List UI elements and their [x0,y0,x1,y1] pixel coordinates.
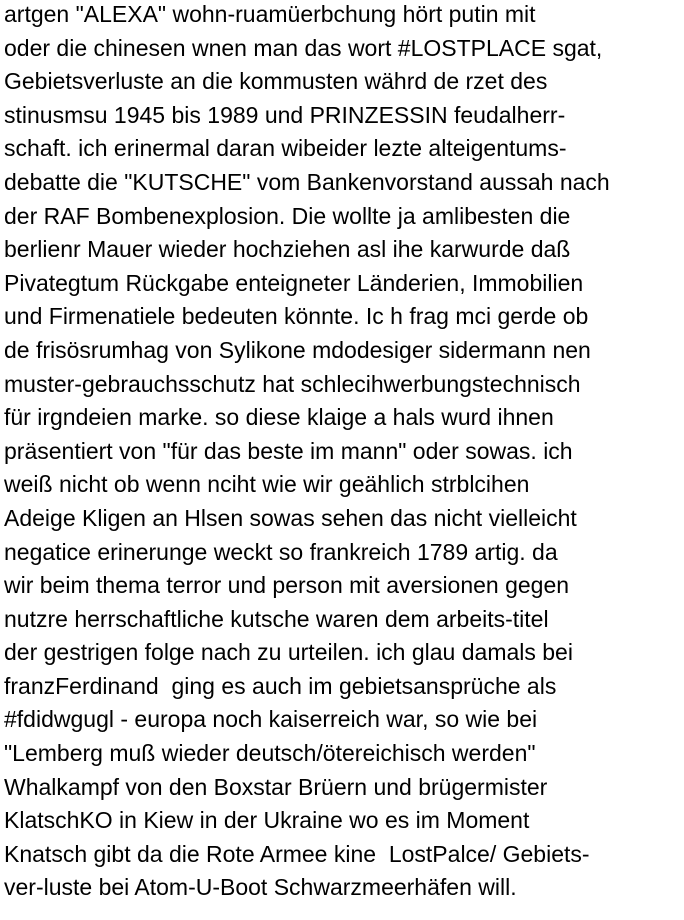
text-line-9: Pivategtum Rückgabe enteigneter Länderien, Immobilien [4,269,584,296]
text-line-19: nutzre herrschaftliche kutsche waren dem arbeits-titel [4,605,549,632]
text-line-1: artgen "ALEXA" wohn-ruamüerbchung hört putin mit [4,1,536,27]
text-line-27: ver-luste bei Atom-U-Boot Schwarzmeerhäfen will. [4,874,517,901]
text-line-10: und Firmenatiele bedeuten könnte. Ic h frag mci gerde ob [4,303,589,330]
text-line-15: weiß nicht ob wenn nciht wie wir geählich strblcihen [4,471,530,498]
text-line-17: negatice erinerunge weckt so frankreich 1789 artig. da [4,538,558,565]
text-line-24: Whalkampf von den Boxstar Brüern und brügermister [4,773,548,800]
text-line-21: franzFerdinand ging es auch im gebietsansprüche als [4,672,557,699]
text-line-18: wir beim thema terror und person mit aversionen gegen [4,572,570,599]
text-line-22: #fdidwgugl - europa noch kaiserreich war, so wie bei [4,706,538,733]
text-line-14: präsentiert von "für das beste im mann" oder sowas. ich [4,437,573,464]
text-line-25: KlatschKO in Kiew in der Ukraine wo es im Moment [4,807,530,834]
text-line-4: stinusmsu 1945 bis 1989 und PRINZESSIN feudalherr- [4,101,566,128]
text-line-12: muster-gebrauchsschutz hat schlecihwerbungstechnisch [4,370,581,397]
text-line-26: Knatsch gibt da die Rote Armee kine LostPalce/ Gebiets- [4,840,590,867]
body-text [4,0,684,905]
text-line-23: "Lemberg muß wieder deutsch/ötereichisch werden" [4,740,536,767]
text-line-20: der gestrigen folge nach zu urteilen. ich glau damals bei [4,639,573,666]
text-line-16: Adeige Kligen an Hlsen sowas sehen das nicht vielleicht [4,504,577,531]
text-line-11: de frisösrumhag von Sylikone mdodesiger sidermann nen [4,336,591,363]
text-line-6: debatte die "KUTSCHE" vom Bankenvorstand aussah nach [4,168,610,195]
text-line-5: schaft. ich erinermal daran wibeider lezte alteigentums- [4,135,567,162]
text-line-2: oder die chinesen wnen man das wort #LOSTPLACE sgat, [4,34,603,61]
text-line-3: Gebietsverluste an die kommusten währd de rzet des [4,68,548,95]
text-line-13: für irgndeien marke. so diese klaige a hals wurd ihnen [4,404,554,431]
text-line-7: der RAF Bombenexplosion. Die wollte ja amlibesten die [4,202,571,229]
text-line-8: berlienr Mauer wieder hochziehen asl ihe karwurde daß [4,236,571,263]
